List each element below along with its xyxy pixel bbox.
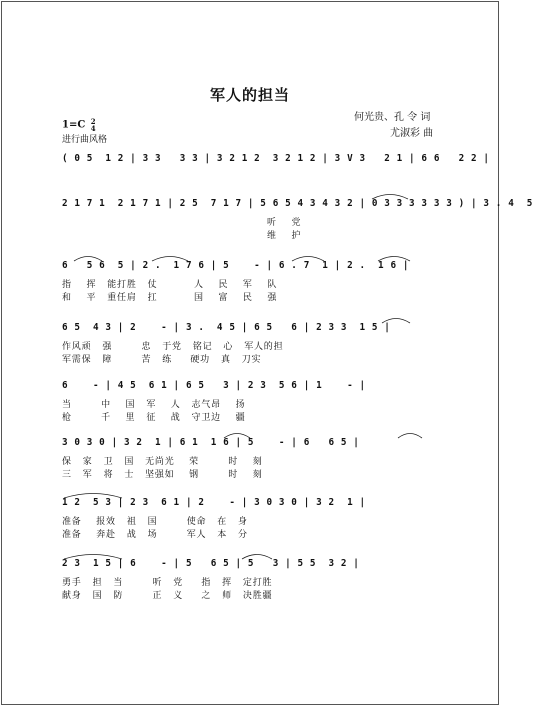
slur-mark: [240, 550, 274, 560]
system-3-notes: 6 5 6 5 | 2 . 1 7 6 | 5 - | 6 . 7 1 | 2 . 1 6 |: [62, 260, 410, 271]
system-4-lyrics-verse-1: 作风顽 强 忠 于党 铭记 心 军人的担: [62, 342, 284, 352]
system-8-lyrics-verse-1: 勇手 担 当 听 党 指 挥 定打胜: [62, 578, 273, 588]
slur-mark: [396, 429, 424, 439]
system-8-lyrics-verse-2: 献身 国 防 正 义 之 师 决胜疆: [62, 591, 273, 601]
system-2-notes: 2 1 7 1 2 1 7 1 | 2 5 7 1 7 | 5 6 5 4 3 4 3 2 | 0 3 3 3 3 3 3 ) | 3 . 4 5: [62, 198, 533, 209]
slur-mark: [62, 550, 124, 560]
system-7-notes: 1 2 5 3 | 2 3 6 1 | 2 - | 3 0 3 0 | 3 2 1 |: [62, 497, 366, 508]
time-denominator: 4: [90, 124, 96, 133]
key-label: 1=C: [62, 119, 86, 131]
system-3-lyrics-verse-2: 和 平 重任肩 扛 国 富 民 强: [62, 293, 278, 303]
key-signature: [62, 118, 96, 132]
system-5-lyrics-verse-1: 当 中 国 军 人 志气昂 扬: [62, 400, 246, 410]
system-4-lyrics-verse-2: 军需保 障 苦 练 硬功 真 刀实: [62, 355, 262, 365]
system-5-lyrics-verse-2: 枪 千 里 征 战 守卫边 疆: [62, 413, 246, 423]
system-6-lyrics-verse-2: 三 军 将 士 坚强如 钢 时 刻: [62, 470, 263, 480]
system-2-lyrics-verse-2: 维 护: [62, 231, 302, 241]
slur-mark: [370, 190, 410, 200]
system-4-notes: 6 5 4 3 | 2 - | 3 . 4 5 | 6 5 6 | 2 3 3 1 5 |: [62, 322, 391, 333]
slur-mark: [376, 252, 412, 262]
slur-mark: [62, 489, 124, 499]
system-8-notes: 2 3 1 5 | 6 - | 5 6 5 | 5 3 | 5 5 3 2 |: [62, 558, 360, 569]
slur-mark: [222, 429, 252, 439]
system-2-lyrics-verse-1: 听 党: [62, 218, 302, 228]
slur-mark: [150, 252, 190, 262]
system-6-lyrics-verse-1: 保 家 卫 国 无尚光 荣 时 刻: [62, 457, 263, 467]
system-1-notes: ( 0 5 1 2 | 3 3 3 3 | 3 2 1 2 3 2 1 2 | 3 V 3 2 1 | 6 6 2 2 |: [62, 153, 490, 164]
system-7-lyrics-verse-1: 准备 报效 祖 国 使命 在 身: [62, 517, 248, 527]
slur-mark: [290, 252, 326, 262]
time-numerator: 2: [90, 117, 96, 126]
time-signature: [91, 118, 96, 132]
lyricist-credit: 何光贵、孔 令 词: [354, 112, 431, 123]
system-6-notes: 3 0 3 0 | 3 2 1 | 6 1 1 6 | 5 - | 6 6 5 |: [62, 437, 360, 448]
style-mark: 进行曲风格: [62, 135, 108, 145]
system-7-lyrics-verse-2: 准备 奔赴 战 场 军人 本 分: [62, 530, 248, 540]
slur-mark: [380, 314, 412, 324]
slur-mark: [72, 252, 104, 262]
composer-credit: 尤淑彩 曲: [390, 128, 434, 139]
system-5-notes: 6 - | 4 5 6 1 | 6 5 3 | 2 3 5 6 | 1 - |: [62, 380, 366, 391]
song-title: 军人的担当: [209, 86, 290, 104]
system-3-lyrics-verse-1: 指 挥 能打胜 仗 人 民 军 队: [62, 280, 278, 290]
